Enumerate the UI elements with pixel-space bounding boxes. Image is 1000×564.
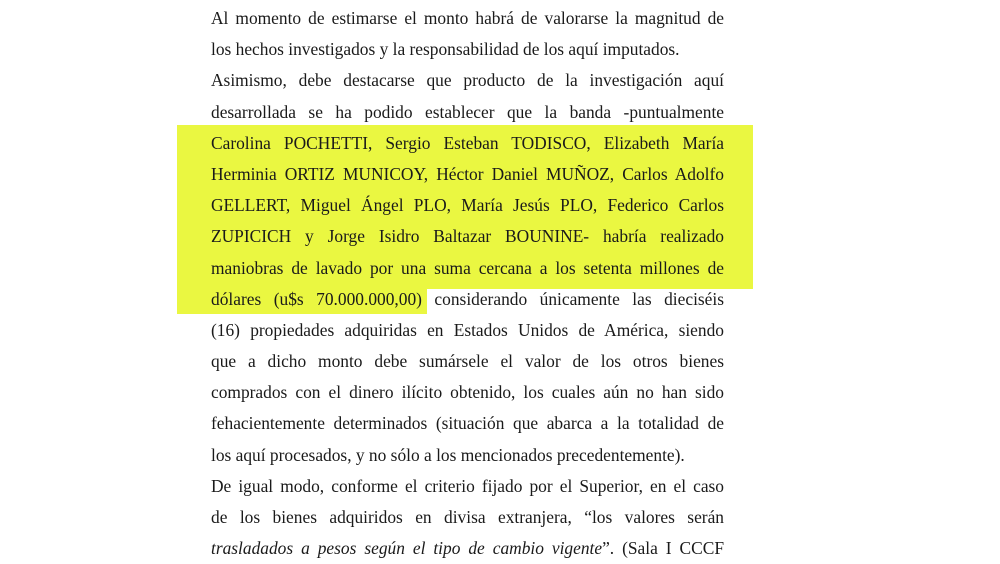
text-line-post: ”. (Sala I CCCF	[602, 538, 724, 559]
text-line: los aquí procesados, y no sólo a los mencionados precedentemente).	[211, 444, 685, 465]
text-line: Asimismo, debe destacarse que producto de la investigación aquí	[211, 70, 724, 91]
text-line: los hechos investigados y la responsabilidad de los aquí imputados.	[211, 39, 680, 60]
text-line: desarrollada se ha podido establecer que la banda -puntualmente	[211, 101, 724, 122]
text-line: dólares (u$s 70.000.000,00) considerando únicamente las dieciséis	[211, 288, 724, 309]
text-line: Herminia ORTIZ MUNICOY, Héctor Daniel MUÑOZ, Carlos Adolfo	[211, 163, 724, 184]
italic-quote: trasladados a pesos según el tipo de cambio vigente	[211, 538, 603, 559]
text-line: Carolina POCHETTI, Sergio Esteban TODISCO, Elizabeth María	[211, 132, 724, 153]
text-line-citation	[211, 533, 724, 564]
text-line: De igual modo, conforme el criterio fijado por el Superior, en el caso	[211, 475, 724, 496]
text-line: Al momento de estimarse el monto habrá de valorarse la magnitud de	[211, 8, 724, 28]
document-body	[211, 3, 724, 564]
text-line: maniobras de lavado por una suma cercana a los setenta millones de	[211, 257, 724, 278]
text-line: (16) propiedades adquiridas en Estados Unidos de América, siendo	[211, 319, 724, 340]
text-line: GELLERT, Miguel Ángel PLO, María Jesús PLO, Federico Carlos	[211, 195, 724, 216]
text-line: de los bienes adquiridos en divisa extranjera, “los valores serán	[211, 507, 724, 527]
text-line: que a dicho monto debe sumársele el valor de los otros bienes	[211, 351, 724, 372]
text-line: ZUPICICH y Jorge Isidro Baltazar BOUNINE- habría realizado	[211, 226, 724, 247]
text-line: comprados con el dinero ilícito obtenido, los cuales aún no han sido	[211, 382, 724, 403]
text-line: fehacientemente determinados (situación que abarca a la totalidad de	[211, 413, 724, 434]
